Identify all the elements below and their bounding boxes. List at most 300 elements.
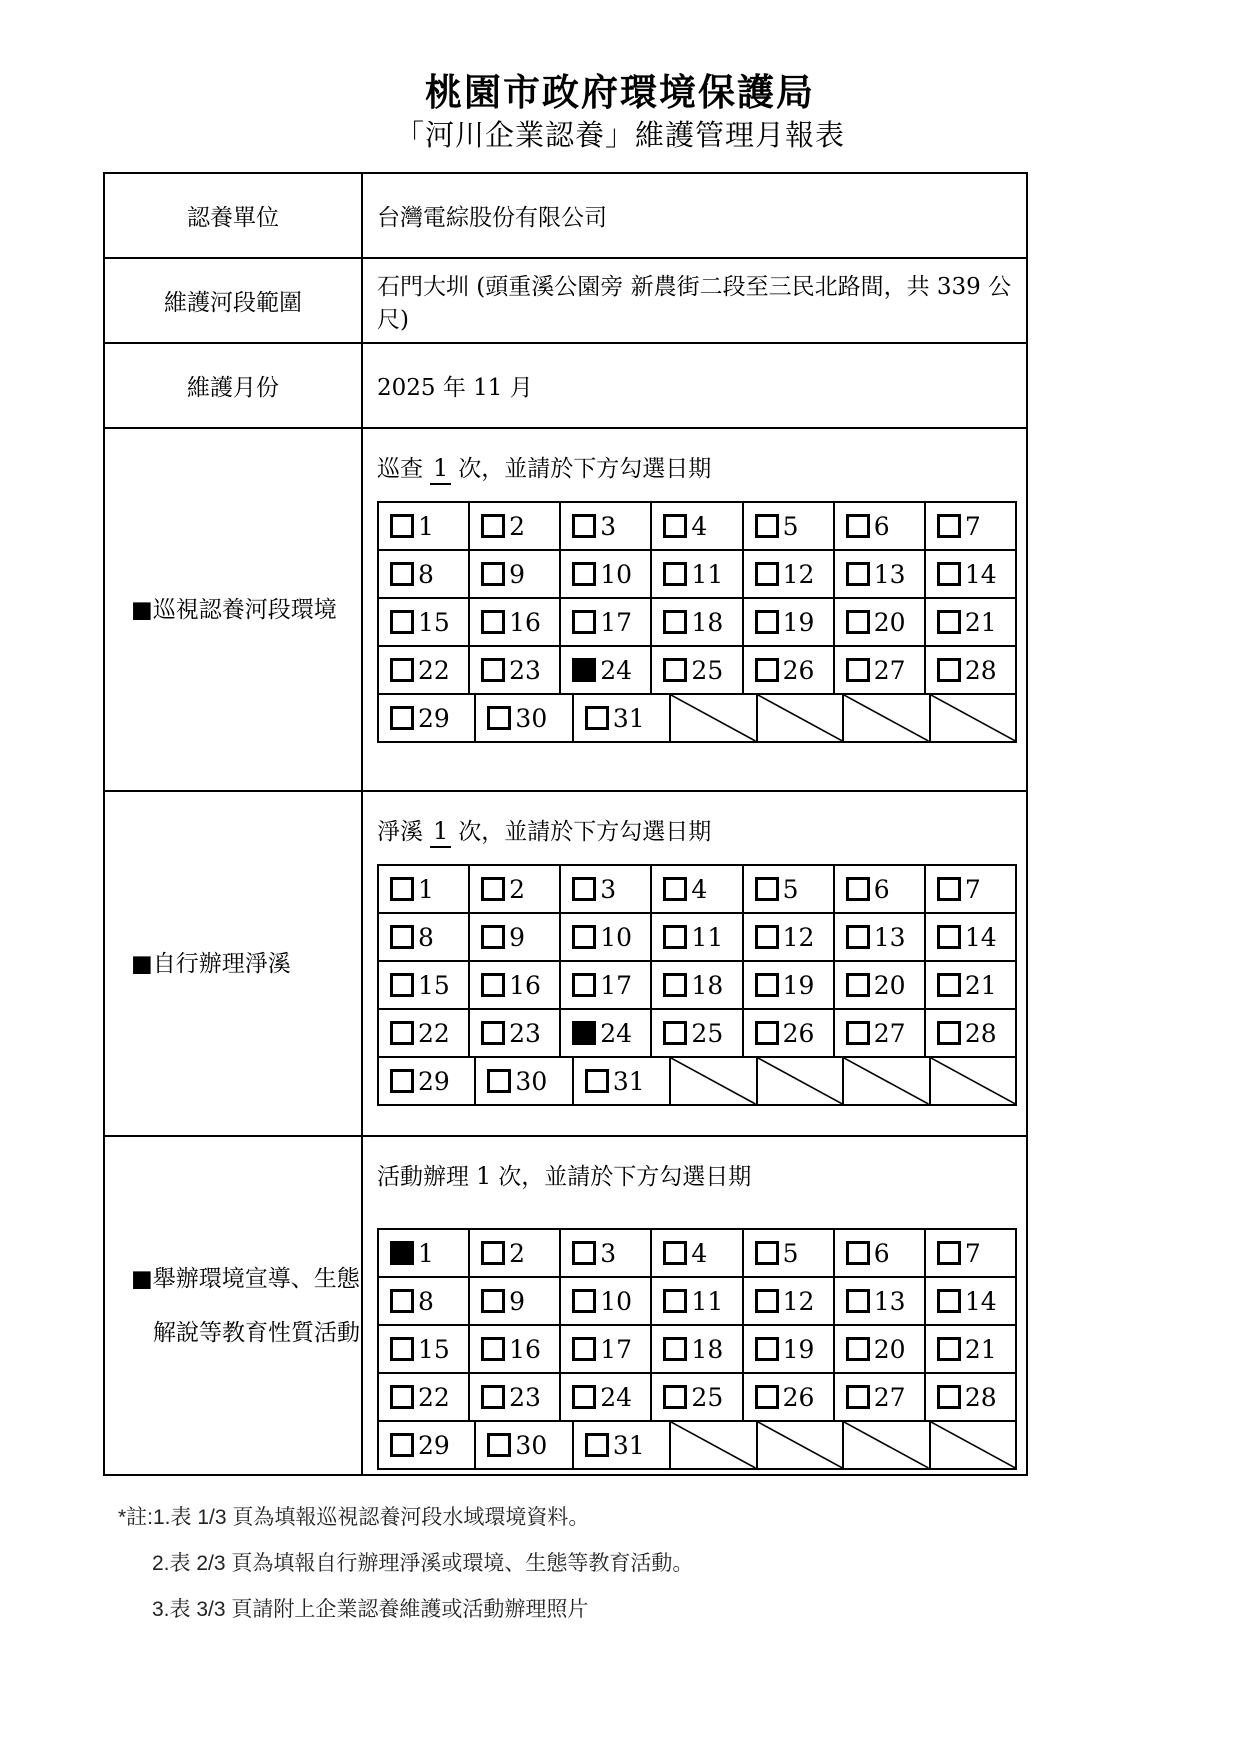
day-checkbox-6[interactable] xyxy=(846,514,870,538)
diagonal-slash-icon xyxy=(844,695,928,741)
day-cell-1 xyxy=(379,866,468,912)
day-cell-24 xyxy=(559,1010,650,1056)
day-number: 8 xyxy=(418,559,434,589)
day-cell-2 xyxy=(468,866,559,912)
day-cell-9 xyxy=(468,551,559,597)
day-checkbox-4[interactable] xyxy=(663,1241,687,1265)
empty-day-cell xyxy=(756,1058,842,1104)
day-cell-17 xyxy=(559,1326,650,1372)
day-cell-22 xyxy=(379,1010,468,1056)
report-table xyxy=(103,172,1028,1476)
day-checkbox-6[interactable] xyxy=(846,877,870,901)
section-education-activity xyxy=(105,1137,1026,1474)
day-checkbox-19[interactable] xyxy=(755,610,779,634)
day-checkbox-5[interactable] xyxy=(755,1241,779,1265)
day-number: 1 xyxy=(418,511,434,541)
empty-day-cell xyxy=(842,1422,928,1468)
day-checkbox-11[interactable] xyxy=(663,925,687,949)
day-cell-29 xyxy=(379,695,474,741)
day-checkbox-11[interactable] xyxy=(663,1289,687,1313)
day-checkbox-16[interactable] xyxy=(481,973,505,997)
calendar-row xyxy=(379,1324,1015,1372)
day-checkbox-15[interactable] xyxy=(390,610,414,634)
day-number: 10 xyxy=(600,922,633,952)
calendar-row xyxy=(379,645,1015,693)
day-number: 29 xyxy=(418,1066,450,1096)
day-cell-14 xyxy=(924,914,1015,960)
day-checkbox-22[interactable] xyxy=(390,1385,414,1409)
day-checkbox-21[interactable] xyxy=(937,1337,961,1361)
day-cell-19 xyxy=(742,962,833,1008)
day-number: 9 xyxy=(509,1286,526,1316)
day-checkbox-17[interactable] xyxy=(572,1337,596,1361)
day-cell-12 xyxy=(742,1278,833,1324)
day-checkbox-23[interactable] xyxy=(481,658,505,682)
day-number: 19 xyxy=(782,970,815,1000)
day-cell-27 xyxy=(833,1010,924,1056)
day-number: 6 xyxy=(873,874,890,904)
day-checkbox-15[interactable] xyxy=(390,973,414,997)
day-checkbox-17[interactable] xyxy=(572,610,596,634)
empty-day-cell xyxy=(669,1422,755,1468)
section-stream-cleaning-content xyxy=(363,792,1026,1135)
day-checkbox-1[interactable] xyxy=(390,514,414,538)
day-cell-18 xyxy=(650,1326,741,1372)
section-education-activity-label xyxy=(105,1137,363,1474)
day-cell-15 xyxy=(379,599,468,645)
day-number: 13 xyxy=(873,922,906,952)
day-checkbox-27[interactable] xyxy=(846,658,870,682)
day-cell-17 xyxy=(559,962,650,1008)
day-cell-13 xyxy=(833,914,924,960)
page-subtitle: 「河川企業認養」維護管理月報表 xyxy=(394,118,845,152)
day-number: 19 xyxy=(782,1334,815,1364)
day-checkbox-19[interactable] xyxy=(755,1337,779,1361)
day-number: 10 xyxy=(600,1286,633,1316)
day-cell-27 xyxy=(833,1374,924,1420)
day-checkbox-26[interactable] xyxy=(755,1385,779,1409)
day-number: 22 xyxy=(418,1018,450,1048)
day-checkbox-6[interactable] xyxy=(846,1241,870,1265)
section-stream-cleaning-label xyxy=(105,792,363,1135)
day-checkbox-5[interactable] xyxy=(755,877,779,901)
diagonal-slash-icon xyxy=(758,695,842,741)
day-checkbox-21[interactable] xyxy=(937,973,961,997)
day-checkbox-22[interactable] xyxy=(390,1021,414,1045)
day-number: 30 xyxy=(515,703,548,733)
day-number: 14 xyxy=(964,559,997,589)
calendar-row xyxy=(379,549,1015,597)
day-number: 5 xyxy=(782,874,799,904)
day-number: 15 xyxy=(418,970,450,1000)
day-number: 29 xyxy=(418,703,450,733)
day-checkbox-31[interactable] xyxy=(585,1433,609,1457)
day-number: 21 xyxy=(964,1334,997,1364)
day-checkbox-18[interactable] xyxy=(663,1337,687,1361)
day-number: 3 xyxy=(600,1238,617,1268)
day-cell-15 xyxy=(379,962,468,1008)
day-cell-10 xyxy=(559,551,650,597)
day-checkbox-14[interactable] xyxy=(937,925,961,949)
instruction-prefix: 活動辦理 xyxy=(377,1164,469,1190)
day-cell-7 xyxy=(924,1230,1015,1276)
section-label-line: ■自行辦理淨溪 xyxy=(131,950,291,977)
day-cell-5 xyxy=(742,866,833,912)
day-cell-20 xyxy=(833,1326,924,1372)
day-checkbox-7[interactable] xyxy=(937,514,961,538)
day-cell-8 xyxy=(379,914,468,960)
day-cell-1 xyxy=(379,503,468,549)
stream-cleaning-instruction xyxy=(377,816,1026,848)
day-checkbox-13[interactable] xyxy=(846,925,870,949)
river-section-label: 維護河段範圍 xyxy=(105,259,363,342)
day-checkbox-10[interactable] xyxy=(572,562,596,586)
day-checkbox-29[interactable] xyxy=(390,1069,414,1093)
day-number: 24 xyxy=(600,1382,633,1412)
day-checkbox-31[interactable] xyxy=(585,706,609,730)
adopting-unit-label: 認養單位 xyxy=(105,174,363,257)
day-number: 15 xyxy=(418,1334,450,1364)
instruction-suffix: 次，並請於下方勾選日期 xyxy=(458,456,712,482)
day-checkbox-2[interactable] xyxy=(481,877,505,901)
day-number: 17 xyxy=(600,1334,633,1364)
day-cell-28 xyxy=(924,647,1015,693)
day-checkbox-24[interactable] xyxy=(572,1021,596,1045)
day-cell-9 xyxy=(468,1278,559,1324)
day-cell-5 xyxy=(742,503,833,549)
day-cell-26 xyxy=(742,1010,833,1056)
day-checkbox-12[interactable] xyxy=(755,562,779,586)
day-number: 18 xyxy=(691,607,724,637)
day-cell-23 xyxy=(468,1010,559,1056)
day-checkbox-13[interactable] xyxy=(846,1289,870,1313)
calendar-row xyxy=(379,1056,1015,1104)
diagonal-slash-icon xyxy=(931,1422,1015,1468)
day-checkbox-9[interactable] xyxy=(481,562,505,586)
day-checkbox-11[interactable] xyxy=(663,562,687,586)
section-patrol xyxy=(105,429,1026,792)
day-number: 11 xyxy=(691,922,724,952)
day-checkbox-8[interactable] xyxy=(390,1289,414,1313)
day-cell-25 xyxy=(650,1010,741,1056)
day-number: 26 xyxy=(782,1382,815,1412)
instruction-prefix: 淨溪 xyxy=(377,819,423,845)
day-number: 5 xyxy=(782,1238,799,1268)
empty-day-cell xyxy=(669,695,755,741)
calendar-row xyxy=(379,503,1015,549)
day-checkbox-8[interactable] xyxy=(390,562,414,586)
day-number: 30 xyxy=(515,1066,548,1096)
day-checkbox-28[interactable] xyxy=(937,658,961,682)
day-cell-8 xyxy=(379,551,468,597)
day-cell-14 xyxy=(924,551,1015,597)
day-checkbox-7[interactable] xyxy=(937,1241,961,1265)
day-checkbox-30[interactable] xyxy=(487,1069,511,1093)
day-number: 20 xyxy=(873,607,906,637)
day-number: 25 xyxy=(691,655,724,685)
day-number: 12 xyxy=(782,559,815,589)
diagonal-slash-icon xyxy=(931,695,1015,741)
day-number: 20 xyxy=(873,970,906,1000)
day-number: 11 xyxy=(691,559,724,589)
day-cell-18 xyxy=(650,599,741,645)
day-checkbox-7[interactable] xyxy=(937,877,961,901)
adopting-unit-value: 台灣電綜股份有限公司 xyxy=(377,205,607,231)
day-number: 3 xyxy=(600,874,617,904)
day-cell-9 xyxy=(468,914,559,960)
day-checkbox-19[interactable] xyxy=(755,973,779,997)
day-checkbox-15[interactable] xyxy=(390,1337,414,1361)
day-cell-18 xyxy=(650,962,741,1008)
day-number: 16 xyxy=(509,607,541,637)
empty-day-cell xyxy=(929,1058,1015,1104)
day-checkbox-31[interactable] xyxy=(585,1069,609,1093)
diagonal-slash-icon xyxy=(671,1058,755,1104)
day-cell-21 xyxy=(924,962,1015,1008)
footnote-1: *註:1.表 1/3 頁為填報巡視認養河段水域環境資料。 xyxy=(118,1506,590,1529)
day-checkbox-23[interactable] xyxy=(481,1021,505,1045)
day-cell-29 xyxy=(379,1058,474,1104)
day-cell-13 xyxy=(833,551,924,597)
education-activity-date-calendar xyxy=(377,1228,1017,1470)
day-checkbox-18[interactable] xyxy=(663,610,687,634)
day-number: 31 xyxy=(612,703,645,733)
day-number: 10 xyxy=(600,559,633,589)
patrol-instruction xyxy=(377,453,1026,485)
instruction-suffix: 次，並請於下方勾選日期 xyxy=(498,1164,752,1190)
river-section-value: 石門大圳 (頭重溪公園旁 新農街二段至三民北路間，共 339 公尺) xyxy=(377,273,1012,333)
day-cell-11 xyxy=(650,551,741,597)
day-checkbox-14[interactable] xyxy=(937,1289,961,1313)
calendar-row xyxy=(379,1420,1015,1468)
day-cell-1 xyxy=(379,1230,468,1276)
day-number: 2 xyxy=(509,511,526,541)
empty-day-cell xyxy=(929,695,1015,741)
day-checkbox-5[interactable] xyxy=(755,514,779,538)
day-checkbox-25[interactable] xyxy=(663,658,687,682)
day-cell-2 xyxy=(468,503,559,549)
day-checkbox-12[interactable] xyxy=(755,1289,779,1313)
day-checkbox-3[interactable] xyxy=(572,514,596,538)
day-checkbox-30[interactable] xyxy=(487,706,511,730)
day-cell-12 xyxy=(742,551,833,597)
day-cell-4 xyxy=(650,1230,741,1276)
calendar-row xyxy=(379,597,1015,645)
empty-day-cell xyxy=(842,695,928,741)
empty-day-cell xyxy=(669,1058,755,1104)
day-cell-3 xyxy=(559,1230,650,1276)
day-number: 12 xyxy=(782,1286,815,1316)
day-number: 27 xyxy=(873,655,906,685)
day-cell-26 xyxy=(742,647,833,693)
day-checkbox-9[interactable] xyxy=(481,925,505,949)
day-checkbox-1[interactable] xyxy=(390,877,414,901)
day-number: 7 xyxy=(964,511,981,541)
day-checkbox-14[interactable] xyxy=(937,562,961,586)
day-number: 7 xyxy=(964,874,981,904)
day-number: 8 xyxy=(418,1286,434,1316)
day-number: 24 xyxy=(600,655,633,685)
calendar-row xyxy=(379,1008,1015,1056)
day-cell-31 xyxy=(572,695,669,741)
day-number: 16 xyxy=(509,970,541,1000)
day-number: 18 xyxy=(691,1334,724,1364)
empty-day-cell xyxy=(842,1058,928,1104)
day-checkbox-21[interactable] xyxy=(937,610,961,634)
day-number: 13 xyxy=(873,559,906,589)
day-cell-22 xyxy=(379,1374,468,1420)
section-stream-cleaning xyxy=(105,792,1026,1137)
day-cell-24 xyxy=(559,647,650,693)
day-number: 5 xyxy=(782,511,799,541)
day-cell-28 xyxy=(924,1374,1015,1420)
day-checkbox-24[interactable] xyxy=(572,658,596,682)
day-checkbox-23[interactable] xyxy=(481,1385,505,1409)
diagonal-slash-icon xyxy=(758,1422,842,1468)
day-checkbox-25[interactable] xyxy=(663,1385,687,1409)
day-cell-30 xyxy=(474,1058,571,1104)
day-checkbox-27[interactable] xyxy=(846,1385,870,1409)
day-checkbox-25[interactable] xyxy=(663,1021,687,1045)
patrol-date-calendar xyxy=(377,501,1017,743)
day-cell-31 xyxy=(572,1422,669,1468)
day-number: 31 xyxy=(612,1066,645,1096)
day-number: 22 xyxy=(418,655,450,685)
calendar-row xyxy=(379,1372,1015,1420)
table-row-river-section xyxy=(105,259,1026,344)
instruction-count: 1 xyxy=(430,453,451,485)
day-number: 19 xyxy=(782,607,815,637)
day-checkbox-12[interactable] xyxy=(755,925,779,949)
day-checkbox-26[interactable] xyxy=(755,658,779,682)
day-number: 22 xyxy=(418,1382,450,1412)
day-checkbox-17[interactable] xyxy=(572,973,596,997)
day-checkbox-10[interactable] xyxy=(572,1289,596,1313)
day-number: 30 xyxy=(515,1430,548,1460)
diagonal-slash-icon xyxy=(758,1058,842,1104)
diagonal-slash-icon xyxy=(844,1422,928,1468)
day-cell-10 xyxy=(559,1278,650,1324)
diagonal-slash-icon xyxy=(671,695,755,741)
day-checkbox-24[interactable] xyxy=(572,1385,596,1409)
day-cell-7 xyxy=(924,503,1015,549)
day-checkbox-3[interactable] xyxy=(572,1241,596,1265)
day-checkbox-27[interactable] xyxy=(846,1021,870,1045)
day-checkbox-22[interactable] xyxy=(390,658,414,682)
day-checkbox-20[interactable] xyxy=(846,1337,870,1361)
day-number: 2 xyxy=(509,874,526,904)
day-cell-20 xyxy=(833,599,924,645)
day-cell-2 xyxy=(468,1230,559,1276)
day-number: 21 xyxy=(964,607,997,637)
day-number: 3 xyxy=(600,511,617,541)
day-number: 8 xyxy=(418,922,434,952)
day-checkbox-2[interactable] xyxy=(481,1241,505,1265)
day-checkbox-13[interactable] xyxy=(846,562,870,586)
day-cell-16 xyxy=(468,962,559,1008)
day-cell-26 xyxy=(742,1374,833,1420)
day-cell-13 xyxy=(833,1278,924,1324)
day-number: 7 xyxy=(964,1238,981,1268)
section-label-line: 解說等教育性質活動 xyxy=(153,1319,360,1346)
day-number: 27 xyxy=(873,1018,906,1048)
maintenance-month-value: 2025 年 11 月 xyxy=(377,375,533,401)
day-checkbox-4[interactable] xyxy=(663,877,687,901)
day-number: 28 xyxy=(964,1018,997,1048)
diagonal-slash-icon xyxy=(671,1422,755,1468)
education-activity-instruction xyxy=(377,1161,1026,1192)
day-cell-7 xyxy=(924,866,1015,912)
day-cell-21 xyxy=(924,599,1015,645)
footnote-2: 2.表 2/3 頁為填報自行辦理淨溪或環境、生態等教育活動。 xyxy=(152,1552,694,1575)
day-number: 9 xyxy=(509,922,526,952)
day-checkbox-29[interactable] xyxy=(390,1433,414,1457)
day-cell-6 xyxy=(833,1230,924,1276)
day-checkbox-18[interactable] xyxy=(663,973,687,997)
day-checkbox-3[interactable] xyxy=(572,877,596,901)
empty-day-cell xyxy=(929,1422,1015,1468)
day-checkbox-28[interactable] xyxy=(937,1385,961,1409)
day-cell-28 xyxy=(924,1010,1015,1056)
day-checkbox-29[interactable] xyxy=(390,706,414,730)
day-cell-20 xyxy=(833,962,924,1008)
day-checkbox-28[interactable] xyxy=(937,1021,961,1045)
footnotes xyxy=(118,1495,693,1633)
day-checkbox-16[interactable] xyxy=(481,610,505,634)
day-cell-25 xyxy=(650,1374,741,1420)
day-checkbox-30[interactable] xyxy=(487,1433,511,1457)
day-number: 21 xyxy=(964,970,997,1000)
calendar-row xyxy=(379,1276,1015,1324)
day-cell-17 xyxy=(559,599,650,645)
day-number: 26 xyxy=(782,1018,815,1048)
table-row-adopting-unit xyxy=(105,174,1026,259)
day-cell-15 xyxy=(379,1326,468,1372)
diagonal-slash-icon xyxy=(844,1058,928,1104)
day-number: 4 xyxy=(691,511,708,541)
day-cell-5 xyxy=(742,1230,833,1276)
day-checkbox-2[interactable] xyxy=(481,514,505,538)
day-cell-19 xyxy=(742,599,833,645)
day-checkbox-4[interactable] xyxy=(663,514,687,538)
day-checkbox-8[interactable] xyxy=(390,925,414,949)
day-cell-23 xyxy=(468,1374,559,1420)
calendar-row xyxy=(379,866,1015,912)
maintenance-month-label: 維護月份 xyxy=(105,344,363,427)
day-checkbox-10[interactable] xyxy=(572,925,596,949)
calendar-row xyxy=(379,960,1015,1008)
day-cell-30 xyxy=(474,695,571,741)
day-cell-14 xyxy=(924,1278,1015,1324)
day-number: 1 xyxy=(418,874,434,904)
empty-day-cell xyxy=(756,695,842,741)
day-checkbox-26[interactable] xyxy=(755,1021,779,1045)
day-number: 31 xyxy=(612,1430,645,1460)
day-number: 25 xyxy=(691,1382,724,1412)
day-checkbox-16[interactable] xyxy=(481,1337,505,1361)
day-checkbox-20[interactable] xyxy=(846,973,870,997)
day-checkbox-9[interactable] xyxy=(481,1289,505,1313)
day-number: 25 xyxy=(691,1018,724,1048)
day-number: 6 xyxy=(873,1238,890,1268)
day-number: 23 xyxy=(509,1018,541,1048)
day-checkbox-20[interactable] xyxy=(846,610,870,634)
day-checkbox-1[interactable] xyxy=(390,1241,414,1265)
day-cell-22 xyxy=(379,647,468,693)
instruction-count: 1 xyxy=(430,816,451,848)
day-number: 4 xyxy=(691,1238,708,1268)
day-cell-19 xyxy=(742,1326,833,1372)
